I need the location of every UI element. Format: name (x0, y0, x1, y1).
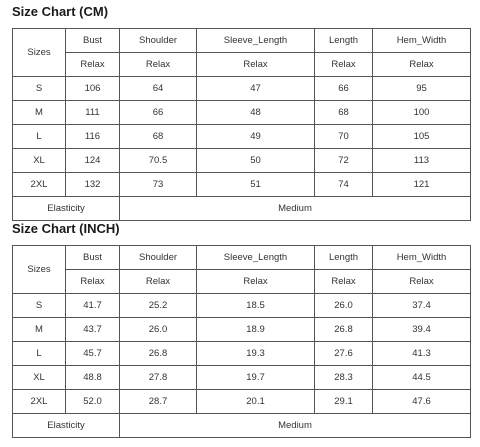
header-row (13, 29, 471, 53)
size-label: S (13, 77, 66, 101)
table-cell: 68 (315, 101, 373, 125)
table-row (13, 149, 471, 173)
table-row (13, 342, 471, 366)
column-header-sleeve-length: Sleeve_Length (197, 29, 315, 53)
table-cell: 113 (373, 149, 471, 173)
column-header-shoulder: Shoulder (120, 246, 197, 270)
sizes-header: Sizes (13, 246, 66, 294)
table-cell: 68 (120, 125, 197, 149)
table-row (13, 294, 471, 318)
table-cell: 26.8 (315, 318, 373, 342)
table-cell: 37.4 (373, 294, 471, 318)
table-cell: 29.1 (315, 390, 373, 414)
table-cell: 27.8 (120, 366, 197, 390)
fit-cell: Relax (66, 53, 120, 77)
table-row (13, 101, 471, 125)
size-label: M (13, 101, 66, 125)
column-header-hem-width: Hem_Width (373, 29, 471, 53)
table-cell: 132 (66, 173, 120, 197)
table-cell: 100 (373, 101, 471, 125)
table-cell: 70 (315, 125, 373, 149)
size-chart-cm-title: Size Chart (CM) (12, 4, 109, 19)
column-header-shoulder: Shoulder (120, 29, 197, 53)
column-header-length: Length (315, 29, 373, 53)
size-label: XL (13, 366, 66, 390)
size-chart-inch-title: Size Chart (INCH) (12, 221, 120, 236)
table-cell: 106 (66, 77, 120, 101)
size-label: 2XL (13, 173, 66, 197)
table-cell: 47.6 (373, 390, 471, 414)
sizes-header: Sizes (13, 29, 66, 77)
fit-row (13, 53, 471, 77)
table-cell: 39.4 (373, 318, 471, 342)
table-cell: 28.7 (120, 390, 197, 414)
elasticity-label: Elasticity (13, 197, 120, 221)
table-cell: 26.0 (120, 318, 197, 342)
table-cell: 105 (373, 125, 471, 149)
table-cell: 52.0 (66, 390, 120, 414)
table-cell: 41.7 (66, 294, 120, 318)
fit-cell: Relax (197, 53, 315, 77)
table-row (13, 77, 471, 101)
table-cell: 49 (197, 125, 315, 149)
table-cell: 48 (197, 101, 315, 125)
size-label: 2XL (13, 390, 66, 414)
size-label: M (13, 318, 66, 342)
table-cell: 116 (66, 125, 120, 149)
fit-cell: Relax (315, 270, 373, 294)
table-cell: 124 (66, 149, 120, 173)
table-cell: 48.8 (66, 366, 120, 390)
table-cell: 64 (120, 77, 197, 101)
fit-cell: Relax (315, 53, 373, 77)
fit-cell: Relax (120, 270, 197, 294)
table-row (13, 390, 471, 414)
table-cell: 18.5 (197, 294, 315, 318)
column-header-hem-width: Hem_Width (373, 246, 471, 270)
table-cell: 73 (120, 173, 197, 197)
size-label: L (13, 125, 66, 149)
table-cell: 50 (197, 149, 315, 173)
table-cell: 20.1 (197, 390, 315, 414)
table-cell: 74 (315, 173, 373, 197)
fit-cell: Relax (66, 270, 120, 294)
size-label: L (13, 342, 66, 366)
fit-row (13, 270, 471, 294)
table-cell: 27.6 (315, 342, 373, 366)
table-row (13, 173, 471, 197)
table-row (13, 366, 471, 390)
table-cell: 26.0 (315, 294, 373, 318)
table-cell: 47 (197, 77, 315, 101)
table-cell: 26.8 (120, 342, 197, 366)
size-label: XL (13, 149, 66, 173)
table-cell: 66 (315, 77, 373, 101)
fit-cell: Relax (197, 270, 315, 294)
table-cell: 45.7 (66, 342, 120, 366)
table-cell: 44.5 (373, 366, 471, 390)
column-header-bust: Bust (66, 246, 120, 270)
table-cell: 121 (373, 173, 471, 197)
elasticity-label: Elasticity (13, 414, 120, 438)
fit-cell: Relax (373, 53, 471, 77)
table-cell: 51 (197, 173, 315, 197)
elasticity-value: Medium (120, 197, 471, 221)
table-cell: 111 (66, 101, 120, 125)
column-header-sleeve-length: Sleeve_Length (197, 246, 315, 270)
table-row (13, 125, 471, 149)
table-cell: 28.3 (315, 366, 373, 390)
table-cell: 72 (315, 149, 373, 173)
table-cell: 19.7 (197, 366, 315, 390)
table-cell: 18.9 (197, 318, 315, 342)
size-chart-inch-table (12, 245, 471, 438)
fit-cell: Relax (120, 53, 197, 77)
elasticity-value: Medium (120, 414, 471, 438)
fit-cell: Relax (373, 270, 471, 294)
header-row (13, 246, 471, 270)
column-header-bust: Bust (66, 29, 120, 53)
table-cell: 43.7 (66, 318, 120, 342)
table-cell: 70.5 (120, 149, 197, 173)
table-cell: 66 (120, 101, 197, 125)
table-cell: 19.3 (197, 342, 315, 366)
size-label: S (13, 294, 66, 318)
size-chart-cm-table (12, 28, 471, 221)
table-cell: 25.2 (120, 294, 197, 318)
table-cell: 95 (373, 77, 471, 101)
elasticity-row (13, 414, 471, 438)
column-header-length: Length (315, 246, 373, 270)
table-cell: 41.3 (373, 342, 471, 366)
table-row (13, 318, 471, 342)
elasticity-row (13, 197, 471, 221)
